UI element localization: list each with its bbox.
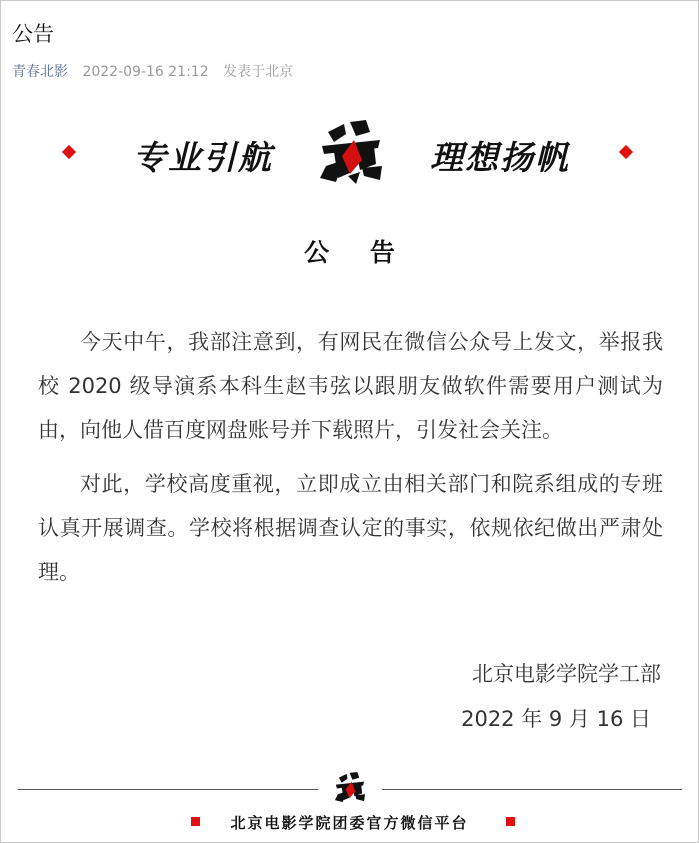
publish-location: 发表于北京 (223, 64, 294, 80)
publish-date: 2022-09-16 21:12 (82, 64, 209, 80)
footer-logo-icon (332, 770, 368, 804)
article-title: 公告 (12, 22, 54, 46)
article-meta (12, 61, 293, 81)
slogan-left: 专业引航 (133, 138, 273, 177)
footer-text: 北京电影学院团委官方微信平台 (230, 814, 469, 832)
account-name-link[interactable]: 青春北影 (12, 64, 68, 80)
slogan-right: 理想扬帆 (430, 138, 570, 177)
notice-heading: 公 告 (304, 238, 411, 267)
footer-divider-right (382, 789, 682, 790)
sign-date: 2022 年 9 月 16 日 (461, 707, 651, 731)
left-diamond-icon (62, 145, 76, 159)
signature: 北京电影学院学工部 (472, 662, 661, 686)
footer-right-square-icon (506, 817, 515, 826)
right-diamond-icon (619, 145, 633, 159)
notice-paragraph-2: 对此，学校高度重视，立即成立由相关部门和院系组成的专班认真开展调查。学校将根据调查认定的事实，依规依纪做出严肃处理。 (38, 472, 663, 584)
calligraphy-logo-icon (314, 116, 388, 186)
header-banner (0, 112, 699, 192)
notice-paragraph-1: 今天中午，我部注意到，有网民在微信公众号上发文，举报我校 2020 级导演系本科生赵韦弦以跟朋友做软件需要用户测试为由，向他人借百度网盘账号并下载照片，引发社会关注。 (38, 330, 663, 442)
footer-divider-left (18, 789, 318, 790)
